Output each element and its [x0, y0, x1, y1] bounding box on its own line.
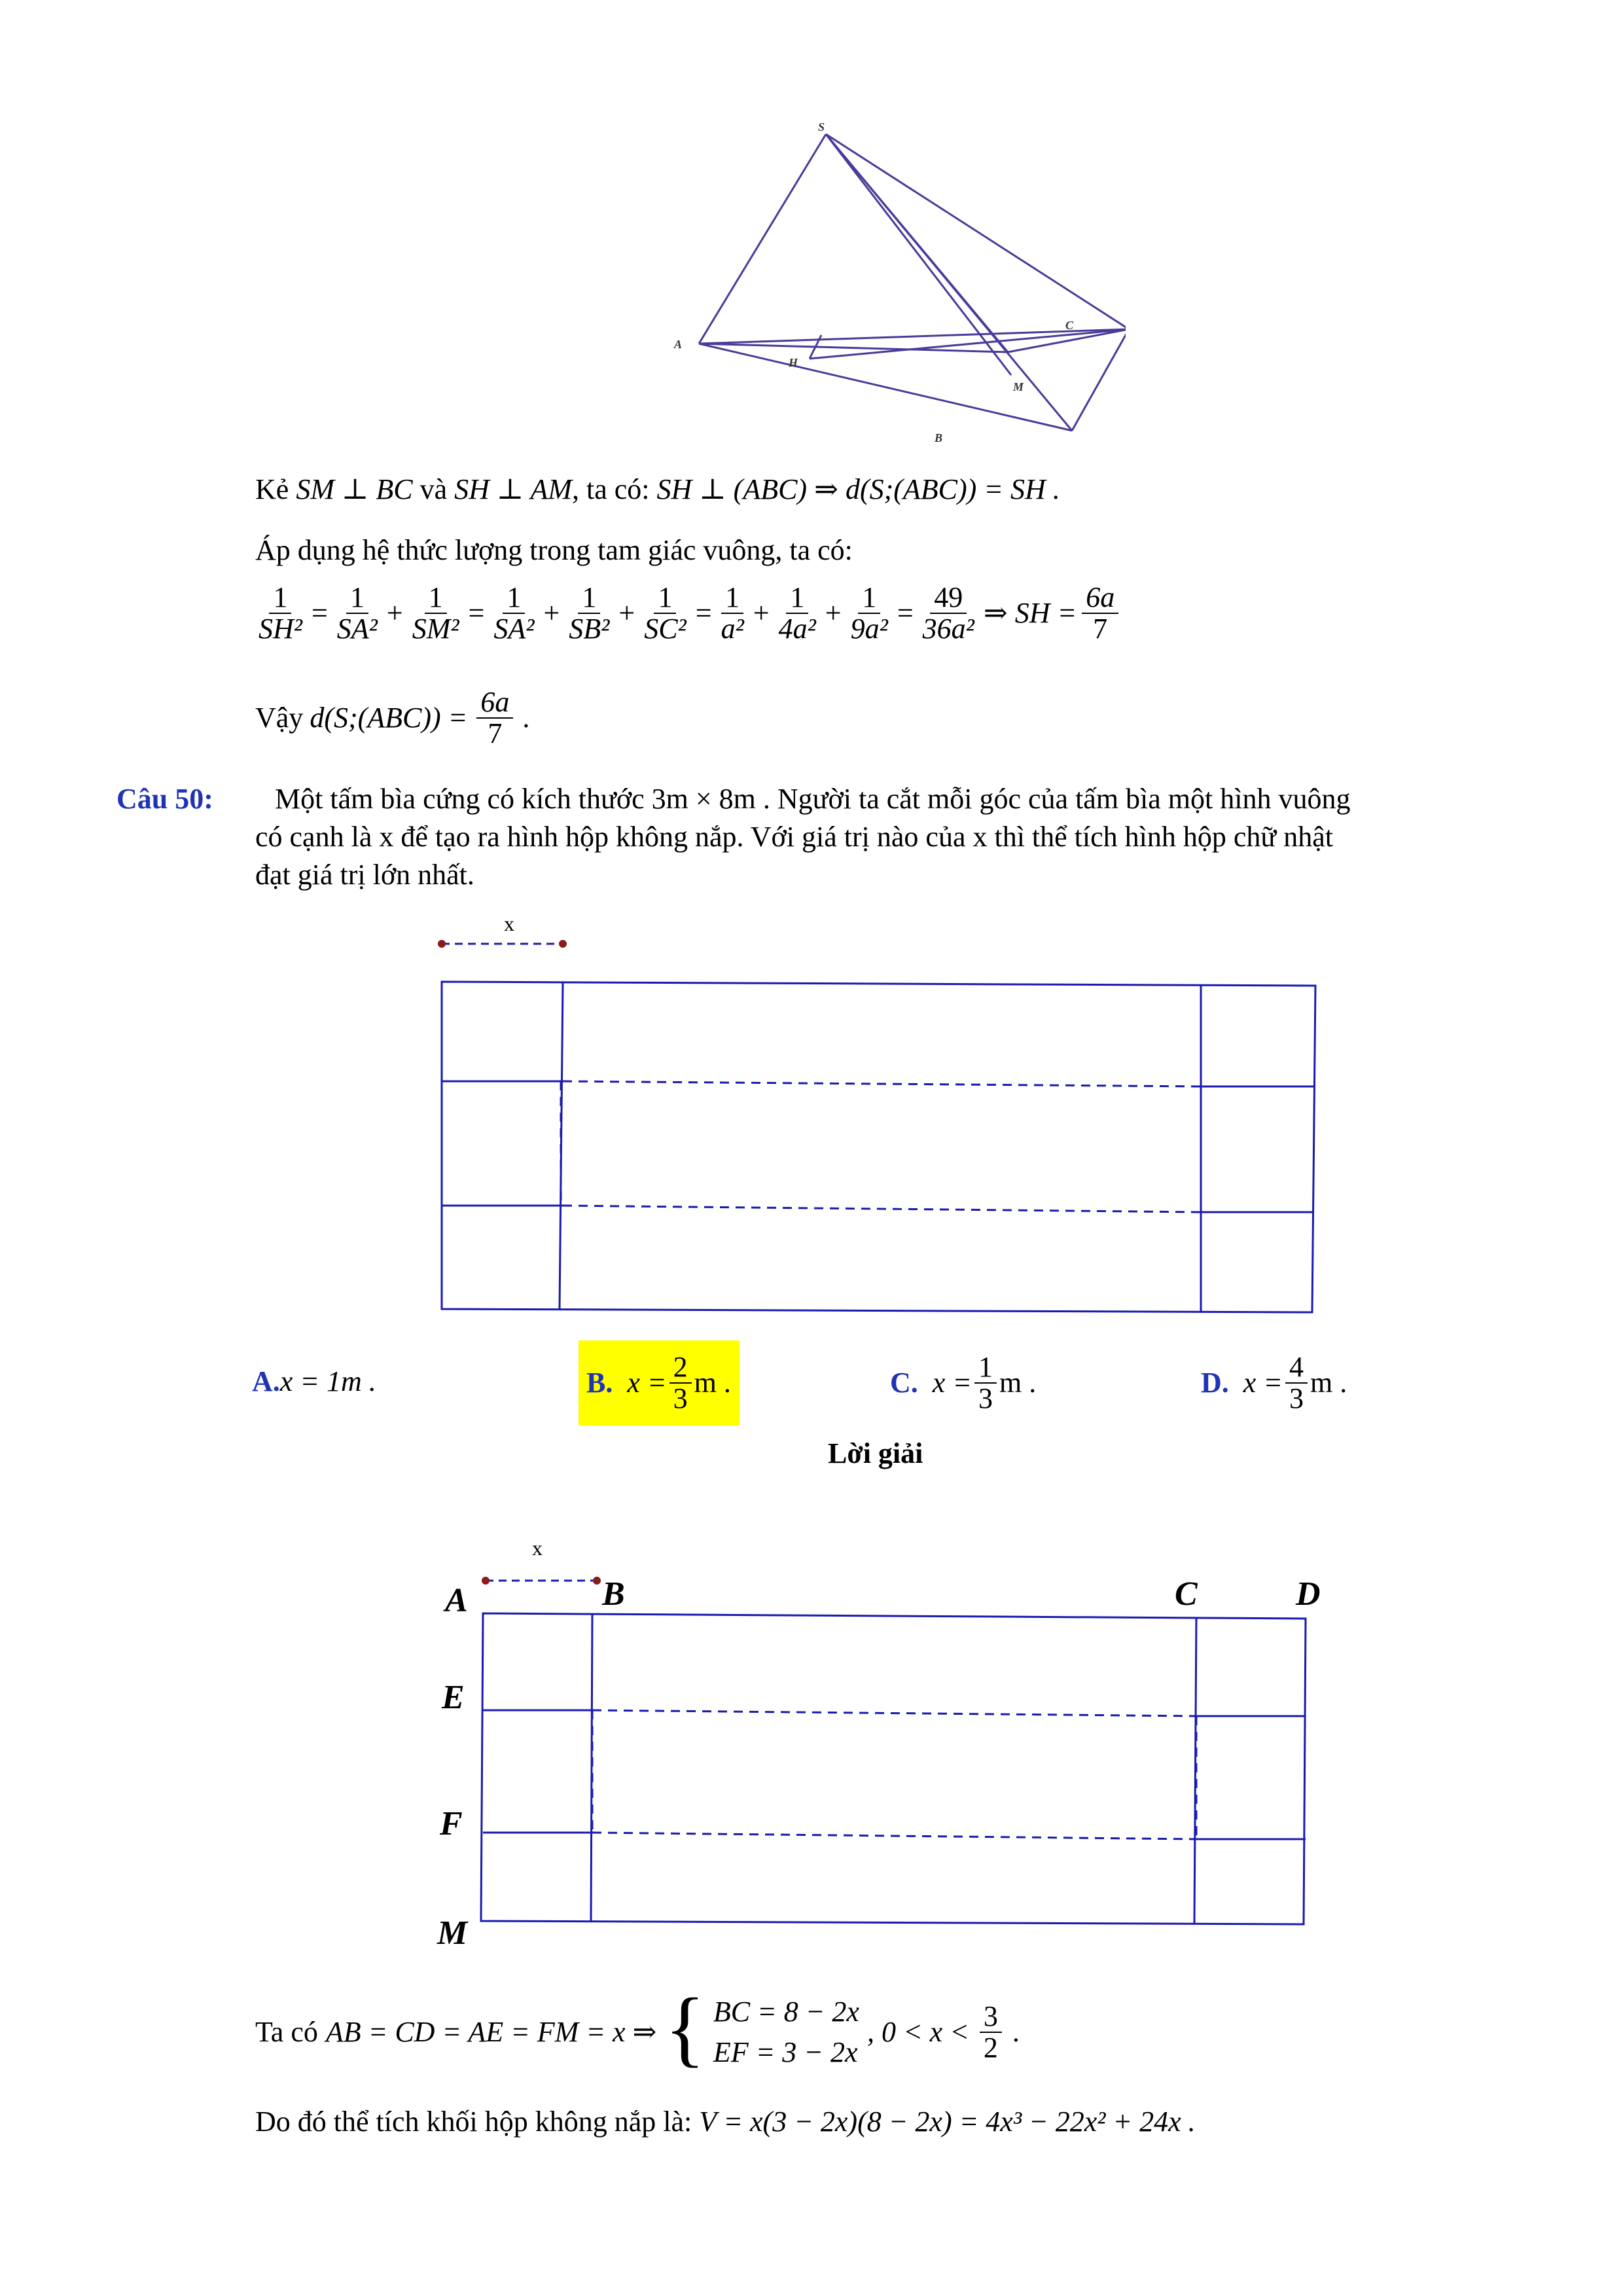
pyramid-label-a: A — [674, 338, 683, 351]
system-brace: { — [664, 1981, 705, 2075]
solution-prev-line1: Kẻ SM ⊥ BC và SH ⊥ AM, ta có: SH ⊥ (ABC) ⇒ d(S;(ABC)) = SH . — [255, 473, 1060, 505]
solution-line1: Ta có AB = CD = AE = FM = x ⇒ { BC = 8 − 2x EF = 3 − 2x , 0 < x < $\frac{3}{2}$ . — [255, 1981, 1020, 2075]
eq-frac-sh: $\frac{1}{\text{SH²}}$ — [259, 581, 302, 645]
point-label-e: E — [442, 1679, 465, 1716]
eq-frac-sm: $\frac{1}{\text{SM²}}$ — [412, 581, 459, 645]
answer-c[interactable]: C. x = $\frac{1}{3}$ m . — [890, 1351, 1037, 1414]
eq-frac-sb: $\frac{1}{\text{SB²}}$ — [569, 581, 610, 645]
answer-d[interactable]: D. x = $\frac{4}{3}$ m . — [1201, 1351, 1347, 1414]
solution-figure-x-label: x — [532, 1536, 543, 1560]
question-label: Câu 50: — [116, 783, 213, 815]
pyramid-label-m: M — [1013, 380, 1024, 393]
answer-b[interactable]: B. x = $\frac{2}{3}$ m . — [579, 1340, 740, 1426]
pyramid-figure — [654, 111, 1126, 452]
dimension-dot — [482, 1577, 490, 1585]
solution-title: Lời giải — [828, 1437, 923, 1469]
point-label-f: F — [440, 1805, 463, 1842]
eq-frac-36a: $\frac{49}{\text{36a²}}$ — [922, 581, 974, 645]
solution-prev-equation: $\frac{1}{\text{SH²}}$ = $\frac{1}{\text{SA²}}$ + $\frac{1}{\text{SM²}}$ = $\frac{1}{\text{SA²}}$ + $\frac{1}{\text{SB²}}$ + $\frac{1}{\text{SC²}}$ = $\frac{1}{\text{a²}}$ + $\frac{1}{\text{4a²}}$ + $\frac{1}{\text{9a²}}$ = $\frac{49}{\text{36a²}}$ ⇒ SH = $\frac{6a}{7}$ — [252, 583, 1121, 644]
point-label-d: D — [1296, 1575, 1321, 1613]
eq-frac-sc: $\frac{1}{\text{SC²}}$ — [644, 581, 687, 645]
question-figure-x-label: x — [504, 912, 514, 935]
eq-frac-9a: $\frac{1}{\text{9a²}}$ — [850, 581, 888, 645]
point-label-c: C — [1175, 1575, 1198, 1613]
question-line3: đạt giá trị lớn nhất. — [255, 859, 474, 891]
pyramid-label-h: H — [789, 356, 798, 369]
solution-line2: Do đó thể tích khối hộp không nắp là: V = x(3 − 2x)(8 − 2x) = 4x³ − 22x² + 24x . — [255, 2106, 1196, 2138]
solution-prev-conclusion: Vậy d(S;(ABC)) = $\frac{6a}{7}$ . — [255, 686, 530, 749]
eq-frac-sa2: $\frac{1}{\text{SA²}}$ — [493, 581, 535, 645]
eq-frac-sa: $\frac{1}{\text{SA²}}$ — [336, 581, 378, 645]
pyramid-label-b: B — [935, 431, 943, 444]
eq-frac-4a: $\frac{1}{\text{4a²}}$ — [778, 581, 816, 645]
dimension-dot — [593, 1577, 601, 1585]
answer-a[interactable]: A.x = 1m . — [252, 1365, 376, 1397]
solution-figure — [425, 1532, 1355, 1964]
dimension-dot — [559, 940, 567, 948]
dimension-dot — [438, 940, 446, 948]
question-line1: Một tấm bìa cứng có kích thước 3m × 8m . Người ta cắt mỗi góc của tấm bìa một hình vuông — [275, 783, 1351, 815]
question-line2: có cạnh là x để tạo ra hình hộp không nắp. Với giá trị nào của x thì thể tích hình hộp chữ nhật — [255, 821, 1334, 853]
pyramid-label-c: C — [1065, 319, 1074, 332]
question-figure — [432, 903, 1329, 1329]
point-label-a: A — [445, 1582, 468, 1619]
eq-frac-a: $\frac{1}{\text{a²}}$ — [721, 581, 744, 645]
point-label-m: M — [437, 1914, 468, 1952]
point-label-b: B — [602, 1575, 625, 1613]
pyramid-label-s: S — [818, 120, 825, 134]
eq-frac-result: $\frac{6a}{7}$ — [1082, 583, 1118, 644]
solution-prev-line2: Áp dụng hệ thức lượng trong tam giác vuông, ta có: — [255, 534, 853, 566]
